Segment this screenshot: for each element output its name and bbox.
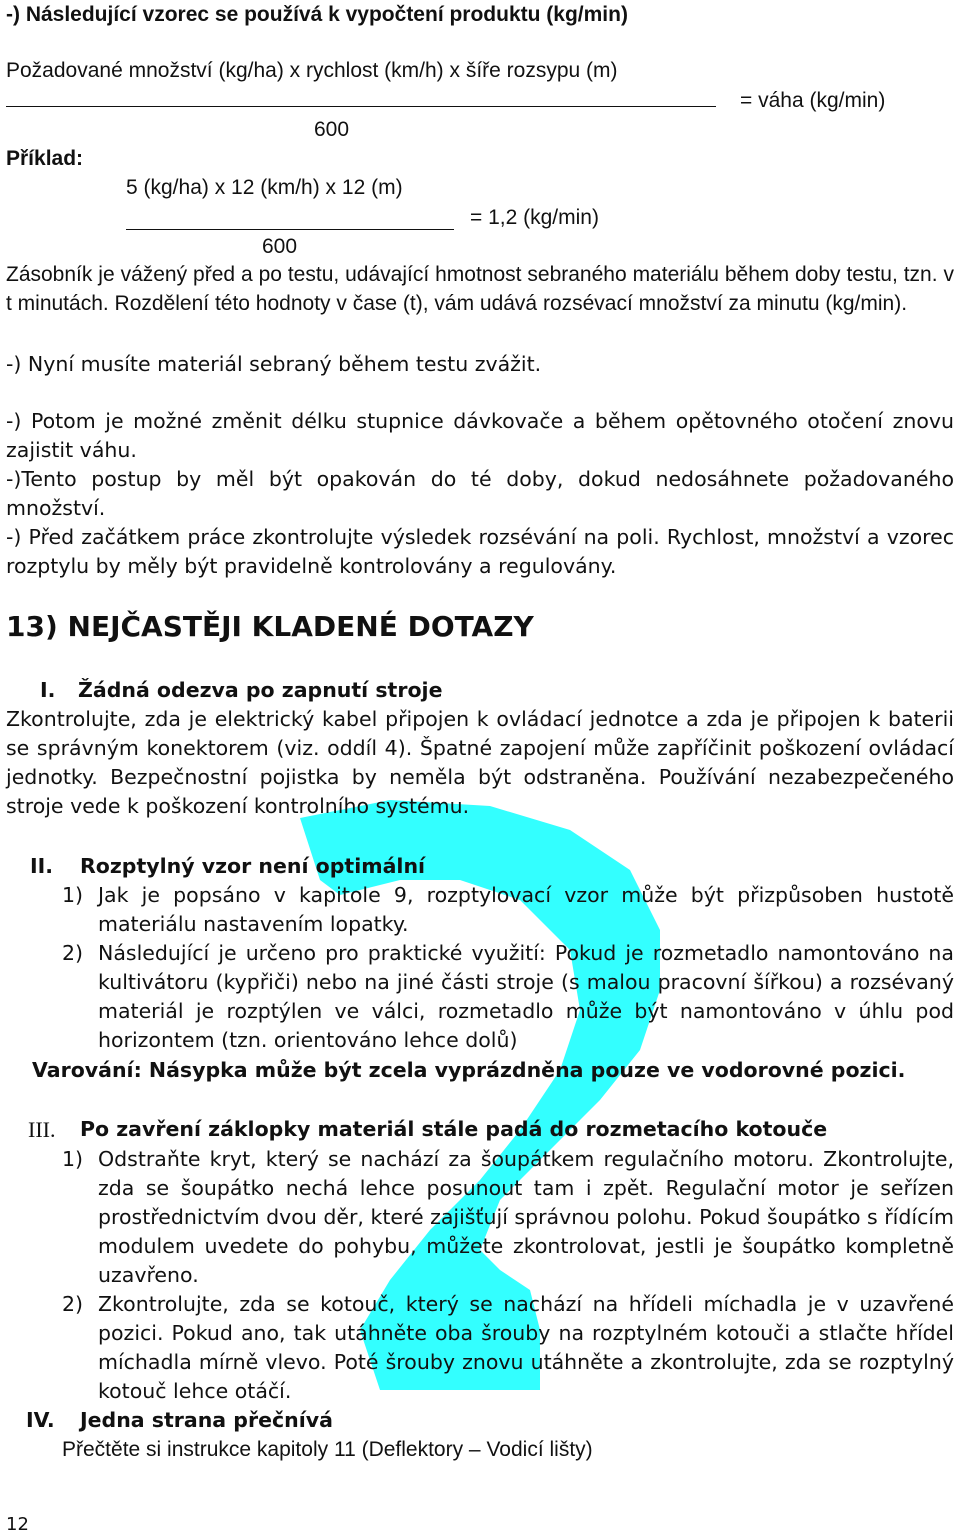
faq-1-title: Žádná odezva po zapnutí stroje: [78, 678, 443, 702]
step-4: -) Před začátkem práce zkontrolujte výsledek rozsévání na poli. Rychlost, množství a vzorec rozptylu by měly být pravidelně kontrolovány a regulovány.: [6, 525, 954, 578]
faq-3-item-2-number: 2): [62, 1292, 84, 1316]
step-3: -)Tento postup by měl být opakován do té doby, dokud nedosáhnete požadovaného množství.: [6, 467, 954, 520]
example-result: = 1,2 (kg/min): [470, 206, 599, 229]
example-denominator: 600: [262, 235, 298, 258]
faq-2-title: Rozptylný vzor není optimální: [80, 854, 426, 878]
faq-3-numeral: III.: [28, 1117, 56, 1142]
formula-denominator: 600: [314, 118, 350, 141]
faq-2-item-2: Následující je určeno pro praktické využití: Pokud je rozmetadlo namontováno na kultivátoru (kypřiči) nebo na jiné části stroje (s malou pracovní šířkou) a rozsévaný materiál je rozptýlen ve válci, rozmetadlo může být namontováno v úhlu pod horizontem (tzn. orientováno lehce dolů): [98, 941, 954, 1052]
faq-4-numeral: IV.: [26, 1408, 55, 1432]
faq-4-body: Přečtěte si instrukce kapitoly 11 (Deflektory – Vodicí lišty): [62, 1438, 593, 1461]
example-fraction-line: [126, 229, 454, 230]
example-label: Příklad:: [6, 147, 84, 170]
example-numerator: 5 (kg/ha) x 12 (km/h) x 12 (m): [126, 176, 403, 199]
page-number: 12: [6, 1514, 29, 1535]
faq-3-item-2: Zkontrolujte, zda se kotouč, který se nachází na hřídeli míchadla je v uzavřené pozici. Pokud ano, tak utáhněte oba šrouby na rozptylném kotouči a stlačte hřídel míchadla mírně vlevo. Poté šrouby znovu utáhněte a zkontrolujte, zda se rozptylný kotouč lehce otáčí.: [98, 1292, 954, 1403]
faq-2-item-1-number: 1): [62, 883, 84, 907]
step-1: -) Nyní musíte materiál sebraný během testu zvážit.: [6, 352, 542, 376]
step-2: -) Potom je možné změnit délku stupnice dávkovače a během opětovného otočení znovu zajistit váhu.: [6, 409, 954, 462]
faq-2-numeral: II.: [30, 854, 54, 878]
hopper-paragraph: Zásobník je vážený před a po testu, udávající hmotnost sebraného materiálu během doby testu, tzn. v t minutách. Rozdělení této hodnoty v čase (t), vám udává rozsévací množství za minutu (kg/min).: [6, 263, 954, 315]
faq-2-item-2-number: 2): [62, 941, 84, 965]
formula-fraction-line: [6, 106, 716, 107]
faq-2-item-1: Jak je popsáno v kapitole 9, rozptylovací vzor může být přizpůsoben hustotě materiálu nastavením lopatky.: [98, 883, 954, 936]
formula-heading: -) Následující vzorec se používá k vypočtení produktu (kg/min): [6, 3, 628, 26]
faq-3-title: Po zavření záklopky materiál stále padá do rozmetacího kotouče: [80, 1117, 828, 1141]
faq-2-warning: Varování: Násypka může být zcela vyprázdněna pouze ve vodorovné pozici.: [32, 1058, 906, 1082]
faq-4-title: Jedna strana přečnívá: [80, 1408, 333, 1432]
formula-result: = váha (kg/min): [740, 89, 886, 112]
faq-1-body: Zkontrolujte, zda je elektrický kabel připojen k ovládací jednotce a zda je připojen k baterii se správným konektorem (viz. oddíl 4). Špatné zapojení může zapříčinit poškození ovládací jednotky. Bezpečnostní pojistka by neměla být odstraněna. Používání nezabezpečeného stroje vede k poškození kontrolního systému.: [6, 707, 954, 818]
faq-3-item-1-number: 1): [62, 1147, 84, 1171]
faq-1-numeral: I.: [40, 678, 56, 702]
formula-numerator: Požadované množství (kg/ha) x rychlost (km/h) x šíře rozsypu (m): [6, 59, 618, 82]
faq-3-item-1: Odstraňte kryt, který se nachází za šoupátkem regulačního motoru. Zkontrolujte, zda se šoupátko nechá lehce posunout tam i zpět. Regulační motor je seřízen prostřednictvím dvou děr, které zajišťují správnou polohu. Pokud šoupátko s řídícím modulem uvedete do pohybu, můžete zkontrolovat, jestli je šoupátko kompletně uzavřeno.: [98, 1147, 955, 1287]
section-heading: 13) NEJČASTĚJI KLADENÉ DOTAZY: [6, 610, 534, 643]
